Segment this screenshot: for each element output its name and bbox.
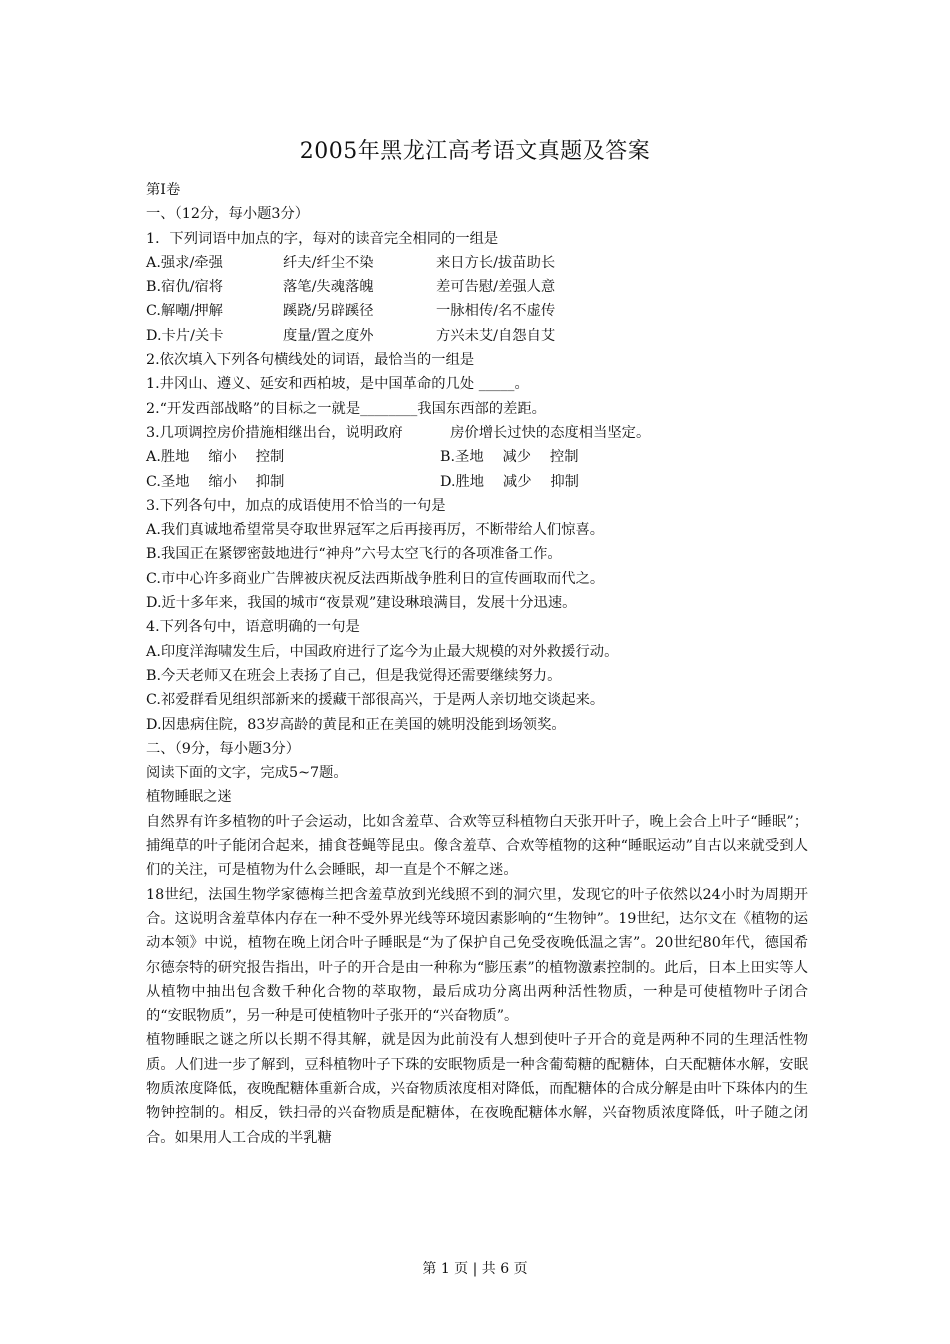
option-cell: D.卡片/关卡 bbox=[146, 327, 224, 344]
option-cell: 一脉相传/名不虚传 bbox=[436, 303, 556, 320]
option-cell: 蹊跷/另辟蹊径 bbox=[283, 303, 374, 320]
q3-option-c: C.市中心许多商业广告牌被庆祝反法西斯战争胜利日的宣传画取而代之。 bbox=[146, 570, 605, 587]
option-cell: D.胜地 减少 抑制 bbox=[440, 473, 579, 490]
reading-instruction: 阅读下面的文字，完成5~7题。 bbox=[146, 765, 348, 782]
q1-option-a bbox=[146, 251, 808, 275]
question-1: 1．下列词语中加点的字，每对的读音完全相同的一组是 bbox=[146, 230, 499, 247]
option-cell: 度量/置之度外 bbox=[283, 327, 374, 344]
option-cell: B.宿仇/宿将 bbox=[146, 279, 224, 296]
q1-option-d bbox=[146, 324, 808, 348]
q4-option-a: A.印度洋海啸发生后，中国政府进行了迄今为止最大规模的对外救援行动。 bbox=[146, 643, 619, 660]
document-title: 2005年黑龙江高考语文真题及答案 bbox=[299, 139, 651, 164]
volume-heading: 第Ⅰ卷 bbox=[146, 182, 181, 198]
q2-sentence-2: 2.“开发西部战略”的目标之一就是________我国东西部的差距。 bbox=[146, 400, 546, 417]
q4-option-b: B.今天老师又在班会上表扬了自己，但是我觉得还需要继续努力。 bbox=[146, 667, 562, 684]
question-3: 3.下列各句中，加点的成语使用不恰当的一句是 bbox=[146, 497, 446, 514]
option-cell: C.解嘲/押解 bbox=[146, 303, 223, 320]
option-cell: 方兴未艾/自怨自艾 bbox=[436, 327, 556, 344]
q2-options-cd bbox=[146, 470, 808, 494]
section-1-heading: 一、（12分，每小题3分） bbox=[146, 206, 310, 223]
section-2-heading: 二、（9分，每小题3分） bbox=[146, 740, 301, 757]
option-cell: 纤夫/纤尘不染 bbox=[283, 254, 374, 271]
q3-option-a: A.我们真诚地希望常昊夺取世界冠军之后再接再厉，不断带给人们惊喜。 bbox=[146, 522, 605, 539]
document-body bbox=[146, 178, 808, 1150]
question-2: 2.依次填入下列各句横线处的词语，最恰当的一组是 bbox=[146, 352, 475, 369]
q2-options-ab bbox=[146, 445, 808, 469]
option-cell: B.圣地 减少 控制 bbox=[440, 449, 579, 466]
page-footer: 第 1 页 | 共 6 页 bbox=[422, 1261, 528, 1277]
option-cell: A.胜地 缩小 控制 bbox=[146, 449, 285, 466]
passage-paragraph-3: 植物睡眠之谜之所以长期不得其解，就是因为此前没有人想到使叶子开合的竟是两种不同的生理活性物质。人们进一步了解到，豆科植物叶子下珠的安眠物质是一种含葡萄糖的配糖体，白天配糖体水解，安眠物质浓度降低，夜晚配糖体重新合成，兴奋物质浓度相对降低，而配糖体的合成分解是由叶下珠体内的生物钟控制的。相反，铁扫帚的兴奋物质是配糖体，在夜晚配糖体水解，兴奋物质浓度降低，叶子随之闭合。如果用人工合成的半乳糖 bbox=[146, 1032, 808, 1146]
q2-sentence-3: 3.几项调控房价措施相继出台，说明政府 房价增长过快的态度相当坚定。 bbox=[146, 424, 651, 441]
passage-paragraph-1: 自然界有许多植物的叶子会运动，比如含羞草、合欢等豆科植物白天张开叶子，晚上会合上叶子“睡眠”；捕绳草的叶子能闭合起来，捕食苍蝇等昆虫。像含羞草、合欢等植物的这种“睡眠运动”自古以来就受到人们的关注，可是植物为什么会睡眠，却一直是个不解之迷。 bbox=[146, 813, 808, 879]
q4-option-d: D.因患病住院，83岁高龄的黄昆和正在美国的姚明没能到场领奖。 bbox=[146, 716, 566, 733]
option-cell: A.强求/牵强 bbox=[146, 254, 223, 271]
option-cell: 差可告慰/差强人意 bbox=[436, 279, 556, 296]
option-cell: 落笔/失魂落魄 bbox=[283, 279, 374, 296]
passage-paragraph-2: 18世纪，法国生物学家德梅兰把含羞草放到光线照不到的洞穴里，发现它的叶子依然以24小时为周期开合。这说明含羞草体内存在一种不受外界光线等环境因素影响的“生物钟”。19世纪，达尔文在《植物的运动本领》中说，植物在晚上闭合叶子睡眠是“为了保护自己免受夜晚低温之害”。20世纪80年代，德国希尔德奈特的研究报告指出，叶子的开合是由一种称为“膨压素”的植物激素控制的。此后，日本上田实等人从植物中抽出包含数千种化合物的萃取物，最后成功分离出两种活性物质，一种是可使植物叶子闭合的“安眠物质”，另一种是可使植物叶子张开的“兴奋物质”。 bbox=[146, 886, 808, 1025]
q1-option-b bbox=[146, 275, 808, 299]
option-cell: 来日方长/拔苗助长 bbox=[436, 254, 556, 271]
q2-sentence-1: 1.井冈山、遵义、延安和西柏坡，是中国革命的几处 _____。 bbox=[146, 376, 529, 393]
q1-option-c bbox=[146, 299, 808, 323]
q3-option-d: D.近十多年来，我国的城市“夜景观”建设琳琅满目，发展十分迅速。 bbox=[146, 595, 577, 612]
question-4: 4.下列各句中，语意明确的一句是 bbox=[146, 619, 360, 636]
q3-option-b: B.我国正在紧锣密鼓地进行“神舟”六号太空飞行的各项准备工作。 bbox=[146, 546, 562, 563]
option-cell: C.圣地 缩小 抑制 bbox=[146, 473, 285, 490]
passage-title: 植物睡眠之迷 bbox=[146, 789, 232, 806]
q4-option-c: C.祁爱群看见组织部新来的援藏干部很高兴，于是两人亲切地交谈起来。 bbox=[146, 692, 605, 709]
